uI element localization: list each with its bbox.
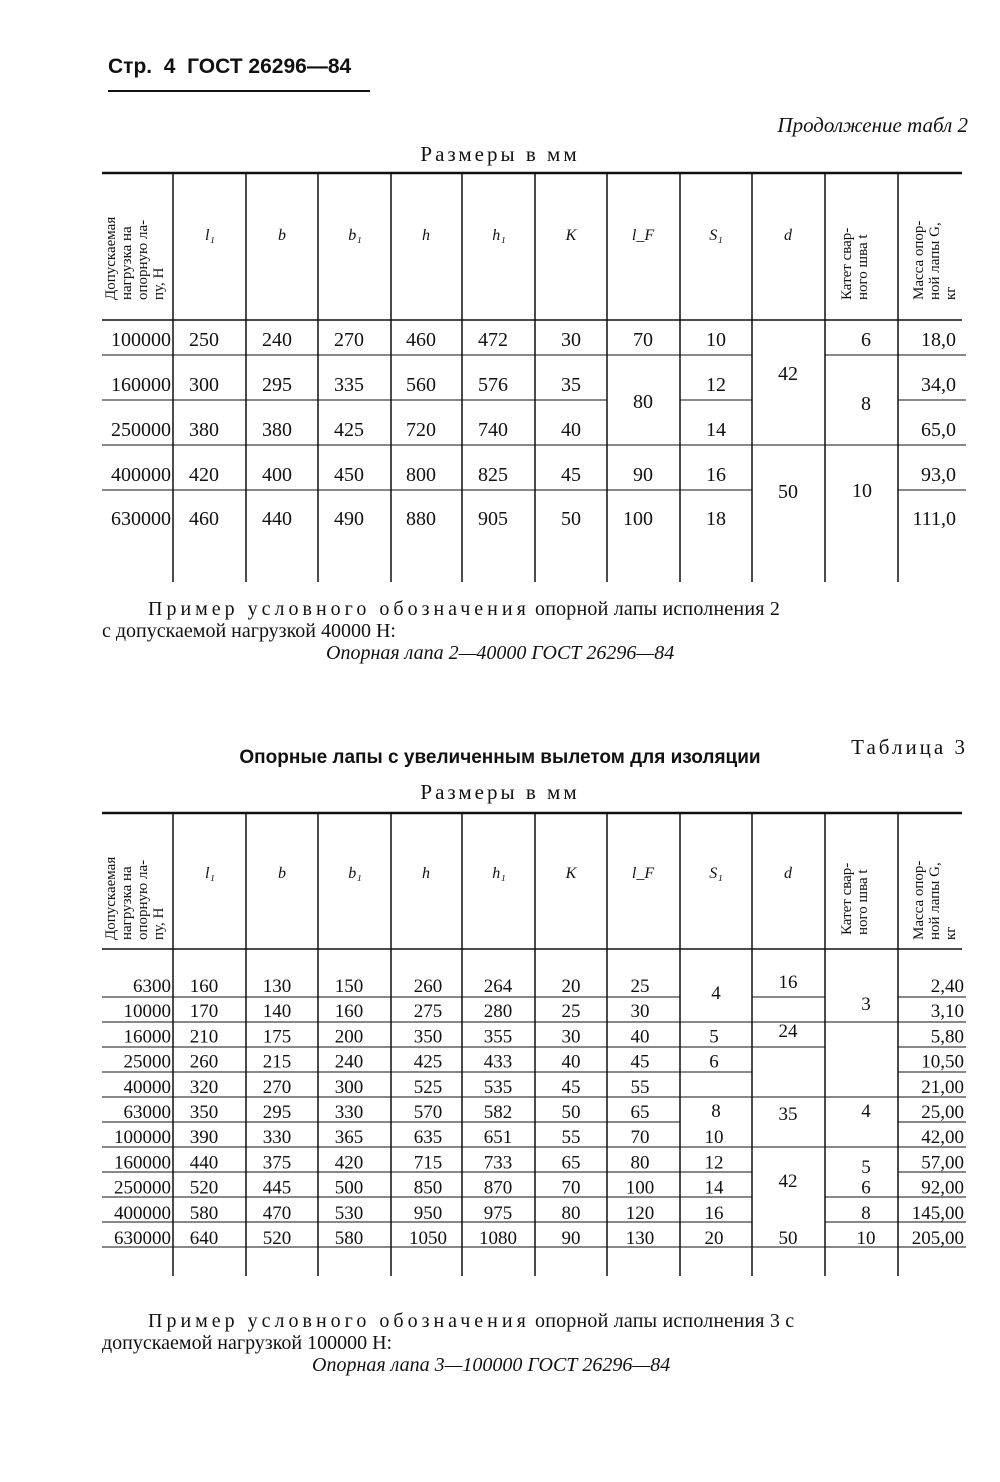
t2-h-load-2: нагрузка на <box>119 226 135 300</box>
t2-h-mass-3: кг <box>943 286 959 300</box>
t3-r9-l1: 520 <box>189 1177 219 1199</box>
t3-r4-b: 215 <box>262 1051 292 1073</box>
t3-r5-b1: 300 <box>334 1076 364 1098</box>
t2-r4-l1: 420 <box>189 464 219 486</box>
t3-h-K: K <box>565 865 577 882</box>
t3-r8-mass: 57,00 <box>921 1152 964 1174</box>
t3-r3-mass: 5,80 <box>930 1026 964 1048</box>
t2-r1-S1: 10 <box>706 329 726 351</box>
table3-caption: Таблица 3 <box>851 735 968 759</box>
t3-r11-S1: 20 <box>704 1228 724 1249</box>
t3-r10-h: 950 <box>413 1202 443 1224</box>
t3-r1-b1: 150 <box>334 976 364 997</box>
t2-h-S1: S₁ <box>709 227 723 244</box>
t3-r5-l1: 320 <box>189 1076 219 1098</box>
t3-r8-S1: 12 <box>704 1152 724 1174</box>
t3-r11-load: 630000 <box>114 1228 171 1249</box>
t3-r6-h1: 582 <box>483 1102 513 1123</box>
t2-r3-b: 380 <box>262 419 292 441</box>
table2 <box>102 173 966 582</box>
t2-r1-b: 240 <box>262 329 292 351</box>
t3-r1-load: 6300 <box>133 976 171 997</box>
t3-r2-l1: 170 <box>189 1001 219 1023</box>
t2-r4-K: 45 <box>561 464 581 486</box>
t3-r2-h1: 280 <box>483 1001 513 1023</box>
t3-r10-l1: 580 <box>189 1202 219 1224</box>
t2-h-lF: l_F <box>631 227 655 244</box>
t2-h-load-3: опорную ла- <box>135 219 151 300</box>
t3-merged-S1-4: 4 <box>711 983 721 1004</box>
t3-r9-weld: 6 <box>861 1177 871 1199</box>
t3-r2-h: 275 <box>413 1001 443 1023</box>
t2-r3-h1: 740 <box>478 419 508 441</box>
t2-r2-load: 160000 <box>111 374 171 396</box>
t3-r4-mass: 10,50 <box>921 1051 964 1073</box>
t3-r4-h: 425 <box>413 1051 443 1073</box>
t2-r4-mass: 93,0 <box>921 464 956 486</box>
t3-r10-mass: 145,00 <box>911 1202 964 1224</box>
t2-r5-lF: 100 <box>623 508 653 530</box>
table2-body <box>111 329 956 530</box>
t3-r6-h: 570 <box>413 1102 443 1123</box>
t2-r5-load: 630000 <box>111 508 171 530</box>
t3-r10-h1: 975 <box>483 1202 513 1224</box>
t3-r5-b: 270 <box>262 1076 292 1098</box>
t3-r7-h: 635 <box>413 1127 443 1149</box>
t2-r4-b: 400 <box>262 464 292 486</box>
t3-r11-d: 50 <box>778 1228 798 1249</box>
t2-r2-b: 295 <box>262 374 292 396</box>
t3-r1-l1: 160 <box>189 976 219 997</box>
t3-merged-weld-3: 3 <box>861 994 871 1015</box>
t3-r3-h1: 355 <box>483 1026 513 1048</box>
t3-r1-b: 130 <box>262 976 292 997</box>
t3-r11-b1: 580 <box>334 1228 364 1249</box>
t3-r1-h1: 264 <box>483 976 513 997</box>
t2-h-b1: b₁ <box>348 227 362 244</box>
t3-merged-S1-8: 8 <box>711 1101 721 1122</box>
t3-r6-b: 295 <box>262 1102 292 1123</box>
t3-r8-lF: 80 <box>630 1152 650 1174</box>
t2-example-designation: Опорная лапа 2—40000 ГОСТ 26296—84 <box>326 642 675 664</box>
t3-r9-mass: 92,00 <box>921 1177 964 1199</box>
t3-h-lF: l_F <box>631 865 655 882</box>
t2-merged-lF: 80 <box>633 391 653 413</box>
t3-r2-K: 25 <box>561 1001 581 1023</box>
t3-r3-b1: 200 <box>334 1026 364 1048</box>
t2-r4-S1: 16 <box>706 464 726 486</box>
t3-r4-b1: 240 <box>334 1051 364 1073</box>
t2-r3-h: 720 <box>406 419 436 441</box>
t3-h-load-1: Допускаемая <box>103 856 119 940</box>
table3 <box>102 813 966 1276</box>
t3-r11-weld: 10 <box>856 1228 876 1249</box>
t3-merged-d-42: 42 <box>778 1171 798 1192</box>
t2-r5-l1: 460 <box>189 508 219 530</box>
t2-r2-l1: 300 <box>189 374 219 396</box>
t3-r11-h1: 1080 <box>479 1228 517 1249</box>
table2-header <box>103 217 959 300</box>
t3-r2-lF: 30 <box>630 1001 650 1023</box>
t3-r5-mass: 21,00 <box>921 1076 964 1098</box>
t2-r1-lF: 70 <box>633 329 653 351</box>
t3-h-h1: h₁ <box>492 865 506 882</box>
t3-r10-load: 400000 <box>114 1202 171 1224</box>
t3-r10-weld: 8 <box>861 1202 871 1224</box>
table3-body <box>114 976 964 1249</box>
t3-r4-S1: 6 <box>709 1051 719 1073</box>
t3-r6-lF: 65 <box>630 1102 650 1123</box>
t3-h-h: h <box>422 865 430 882</box>
t3-h-b1: b₁ <box>348 865 362 882</box>
t3-r9-h: 850 <box>413 1177 443 1199</box>
t2-r1-h1: 472 <box>478 329 508 351</box>
t3-r6-b1: 330 <box>334 1102 364 1123</box>
t3-r5-load: 40000 <box>123 1076 171 1098</box>
t2-r1-K: 30 <box>561 329 581 351</box>
t3-example-designation: Опорная лапа 3—100000 ГОСТ 26296—84 <box>312 1354 671 1376</box>
t3-r10-b: 470 <box>262 1202 292 1224</box>
t3-r3-K: 30 <box>561 1026 581 1048</box>
t3-h-load-4: пу, Н <box>151 907 167 940</box>
t3-r3-b: 175 <box>262 1026 292 1048</box>
t2-h-b: b <box>278 227 286 244</box>
t3-r9-b1: 500 <box>334 1177 364 1199</box>
t2-example-lead: Пример условного обозначения <box>148 598 530 620</box>
t3-r5-lF: 55 <box>630 1076 650 1098</box>
t2-h-mass-1: Масса опор- <box>911 220 927 300</box>
t3-r9-h1: 870 <box>483 1177 513 1199</box>
t3-r8-b: 375 <box>262 1152 292 1174</box>
table3-merged <box>711 972 871 1192</box>
t3-r6-l1: 350 <box>189 1102 219 1123</box>
t2-r4-load: 400000 <box>111 464 171 486</box>
t2-merged-d-42: 42 <box>778 363 798 385</box>
t3-r5-K: 45 <box>561 1076 581 1098</box>
t3-example-lead: Пример условного обозначения <box>148 1310 530 1332</box>
t3-r11-l1: 640 <box>189 1228 219 1249</box>
t3-h-load-3: опорную ла- <box>135 859 151 940</box>
t2-r2-mass: 34,0 <box>921 374 956 396</box>
t3-h-d: d <box>784 865 792 882</box>
t3-merged-weld-5: 5 <box>861 1157 871 1178</box>
t3-r11-K: 90 <box>561 1228 581 1249</box>
t2-h-h1: h₁ <box>492 227 506 244</box>
t2-r1-load: 100000 <box>111 329 171 351</box>
t2-h-mass-2: ной лапы G, <box>927 222 943 300</box>
t3-r7-S1: 10 <box>704 1127 724 1149</box>
t3-r9-load: 250000 <box>114 1177 171 1199</box>
t3-r3-load: 16000 <box>123 1026 171 1048</box>
t2-r1-weld: 6 <box>861 329 871 351</box>
t3-r3-l1: 210 <box>189 1026 219 1048</box>
t3-example-line2: допускаемой нагрузкой 100000 Н: <box>102 1332 393 1354</box>
t2-r5-h: 880 <box>406 508 436 530</box>
t3-r9-b: 445 <box>262 1177 292 1199</box>
t3-h-mass-3: кг <box>943 926 959 940</box>
t3-r1-lF: 25 <box>630 976 650 997</box>
t3-r3-lF: 40 <box>630 1026 650 1048</box>
t3-r4-K: 40 <box>561 1051 581 1073</box>
t3-r10-S1: 16 <box>704 1202 724 1224</box>
t3-r7-mass: 42,00 <box>921 1127 964 1149</box>
t2-r3-load: 250000 <box>111 419 171 441</box>
t2-r2-S1: 12 <box>706 374 726 396</box>
t3-r3-S1: 5 <box>709 1026 719 1048</box>
t2-r4-h: 800 <box>406 464 436 486</box>
t2-r1-l1: 250 <box>189 329 219 351</box>
t3-r11-h: 1050 <box>409 1228 447 1249</box>
t2-r4-lF: 90 <box>633 464 653 486</box>
t3-r5-h1: 535 <box>483 1076 513 1098</box>
t3-r7-b: 330 <box>262 1127 292 1149</box>
t3-r2-load: 10000 <box>123 1001 171 1023</box>
t2-r5-S1: 18 <box>706 508 726 530</box>
t2-r5-b1: 490 <box>334 508 364 530</box>
t2-h-weld-1: Катет свар- <box>839 227 855 300</box>
t2-h-load-1: Допускаемая <box>103 216 119 300</box>
t3-r7-h1: 651 <box>483 1127 513 1149</box>
t2-h-h: h <box>422 227 430 244</box>
t3-r11-b: 520 <box>262 1228 292 1249</box>
t3-r10-lF: 120 <box>625 1202 655 1224</box>
t2-h-d: d <box>784 227 792 244</box>
t2-r4-b1: 450 <box>334 464 364 486</box>
t3-r8-h1: 733 <box>483 1152 513 1174</box>
t3-r6-K: 50 <box>561 1102 581 1123</box>
page-label: Стр. <box>108 55 153 78</box>
t3-r4-h1: 433 <box>483 1051 513 1073</box>
t3-h-b: b <box>278 865 286 882</box>
t2-h-load-4: пу, Н <box>151 267 167 300</box>
t3-r8-l1: 440 <box>189 1152 219 1174</box>
t3-h-weld-2: ного шва t <box>855 869 871 935</box>
t3-h-mass-2: ной лапы G, <box>927 862 943 940</box>
t2-h-l1: l₁ <box>204 227 216 244</box>
t3-r9-lF: 100 <box>625 1177 655 1199</box>
t3-r3-h: 350 <box>413 1026 443 1048</box>
t2-merged-weld-8: 8 <box>861 393 871 415</box>
t3-h-S1: S₁ <box>709 865 723 882</box>
t2-r4-h1: 825 <box>478 464 508 486</box>
t3-r7-b1: 365 <box>334 1127 364 1149</box>
table3-example <box>102 1310 972 1376</box>
t3-h-l1: l₁ <box>204 865 216 882</box>
t2-r5-b: 440 <box>262 508 292 530</box>
t3-r10-K: 80 <box>561 1202 581 1224</box>
t3-r4-l1: 260 <box>189 1051 219 1073</box>
t3-merged-d-35: 35 <box>778 1104 798 1125</box>
t2-r2-h1: 576 <box>478 374 508 396</box>
t2-r1-b1: 270 <box>334 329 364 351</box>
t2-r5-mass: 111,0 <box>912 508 956 530</box>
t3-r1-h: 260 <box>413 976 443 997</box>
t3-r2-b1: 160 <box>334 1001 364 1023</box>
t3-r8-b1: 420 <box>334 1152 364 1174</box>
t3-r7-lF: 70 <box>630 1127 650 1149</box>
t2-r3-mass: 65,0 <box>921 419 956 441</box>
table2-example <box>102 598 972 664</box>
t2-example-line1: опорной лапы исполнения 2 <box>535 598 781 620</box>
t2-merged-weld-10: 10 <box>852 480 872 502</box>
t2-r3-l1: 380 <box>189 419 219 441</box>
t3-merged-d-24: 24 <box>778 1021 798 1042</box>
t2-merged-d-50: 50 <box>778 481 798 503</box>
t3-r6-load: 63000 <box>123 1102 171 1123</box>
t3-r8-h: 715 <box>413 1152 443 1174</box>
t3-r4-load: 25000 <box>123 1051 171 1073</box>
t2-r3-K: 40 <box>561 419 581 441</box>
t2-r2-b1: 335 <box>334 374 364 396</box>
table3-header <box>103 857 959 940</box>
t3-example-line1: опорной лапы исполнения 3 с <box>535 1310 795 1332</box>
t2-r1-mass: 18,0 <box>921 329 956 351</box>
t3-h-mass-1: Масса опор- <box>911 860 927 940</box>
t2-h-K: K <box>565 227 577 244</box>
table2-units: Размеры в мм <box>420 142 580 166</box>
t3-r7-l1: 390 <box>189 1127 219 1149</box>
t2-r5-h1: 905 <box>478 508 508 530</box>
t3-r1-K: 20 <box>561 976 581 997</box>
t3-r5-h: 525 <box>413 1076 443 1098</box>
standard-number: ГОСТ 26296—84 <box>187 55 352 78</box>
t3-r9-S1: 14 <box>704 1177 724 1199</box>
t3-merged-d-16: 16 <box>778 972 798 993</box>
t2-r3-S1: 14 <box>706 419 726 441</box>
t3-h-load-2: нагрузка на <box>119 866 135 940</box>
table3-units: Размеры в мм <box>420 780 580 804</box>
t3-r11-lF: 130 <box>625 1228 655 1249</box>
t3-r8-load: 160000 <box>114 1152 171 1174</box>
t3-r8-K: 65 <box>561 1152 581 1174</box>
t3-r9-K: 70 <box>561 1177 581 1199</box>
t2-r1-h: 460 <box>406 329 436 351</box>
t3-r10-b1: 530 <box>334 1202 364 1224</box>
t3-r1-mass: 2,40 <box>930 976 964 997</box>
t3-r6-mass: 25,00 <box>921 1102 964 1123</box>
t3-r4-lF: 45 <box>630 1051 650 1073</box>
t2-r2-h: 560 <box>406 374 436 396</box>
t3-h-weld-1: Катет свар- <box>839 862 855 935</box>
t2-r3-b1: 425 <box>334 419 364 441</box>
t3-r7-K: 55 <box>561 1127 581 1149</box>
t3-r2-b: 140 <box>262 1001 292 1023</box>
page-number: 4 <box>163 55 176 78</box>
t3-r2-mass: 3,10 <box>930 1001 964 1023</box>
t3-merged-weld-4: 4 <box>861 1101 871 1122</box>
t2-r5-K: 50 <box>561 508 581 530</box>
t3-r11-mass: 205,00 <box>911 1228 964 1249</box>
t2-example-line2: с допускаемой нагрузкой 40000 Н: <box>102 620 396 642</box>
t2-r2-K: 35 <box>561 374 581 396</box>
t2-h-weld-2: ного шва t <box>855 234 871 300</box>
table2-continuation: Продолжение табл 2 <box>777 113 968 137</box>
t3-r7-load: 100000 <box>114 1127 171 1149</box>
table3-title: Опорные лапы с увеличенным вылетом для изоляции <box>239 747 761 768</box>
